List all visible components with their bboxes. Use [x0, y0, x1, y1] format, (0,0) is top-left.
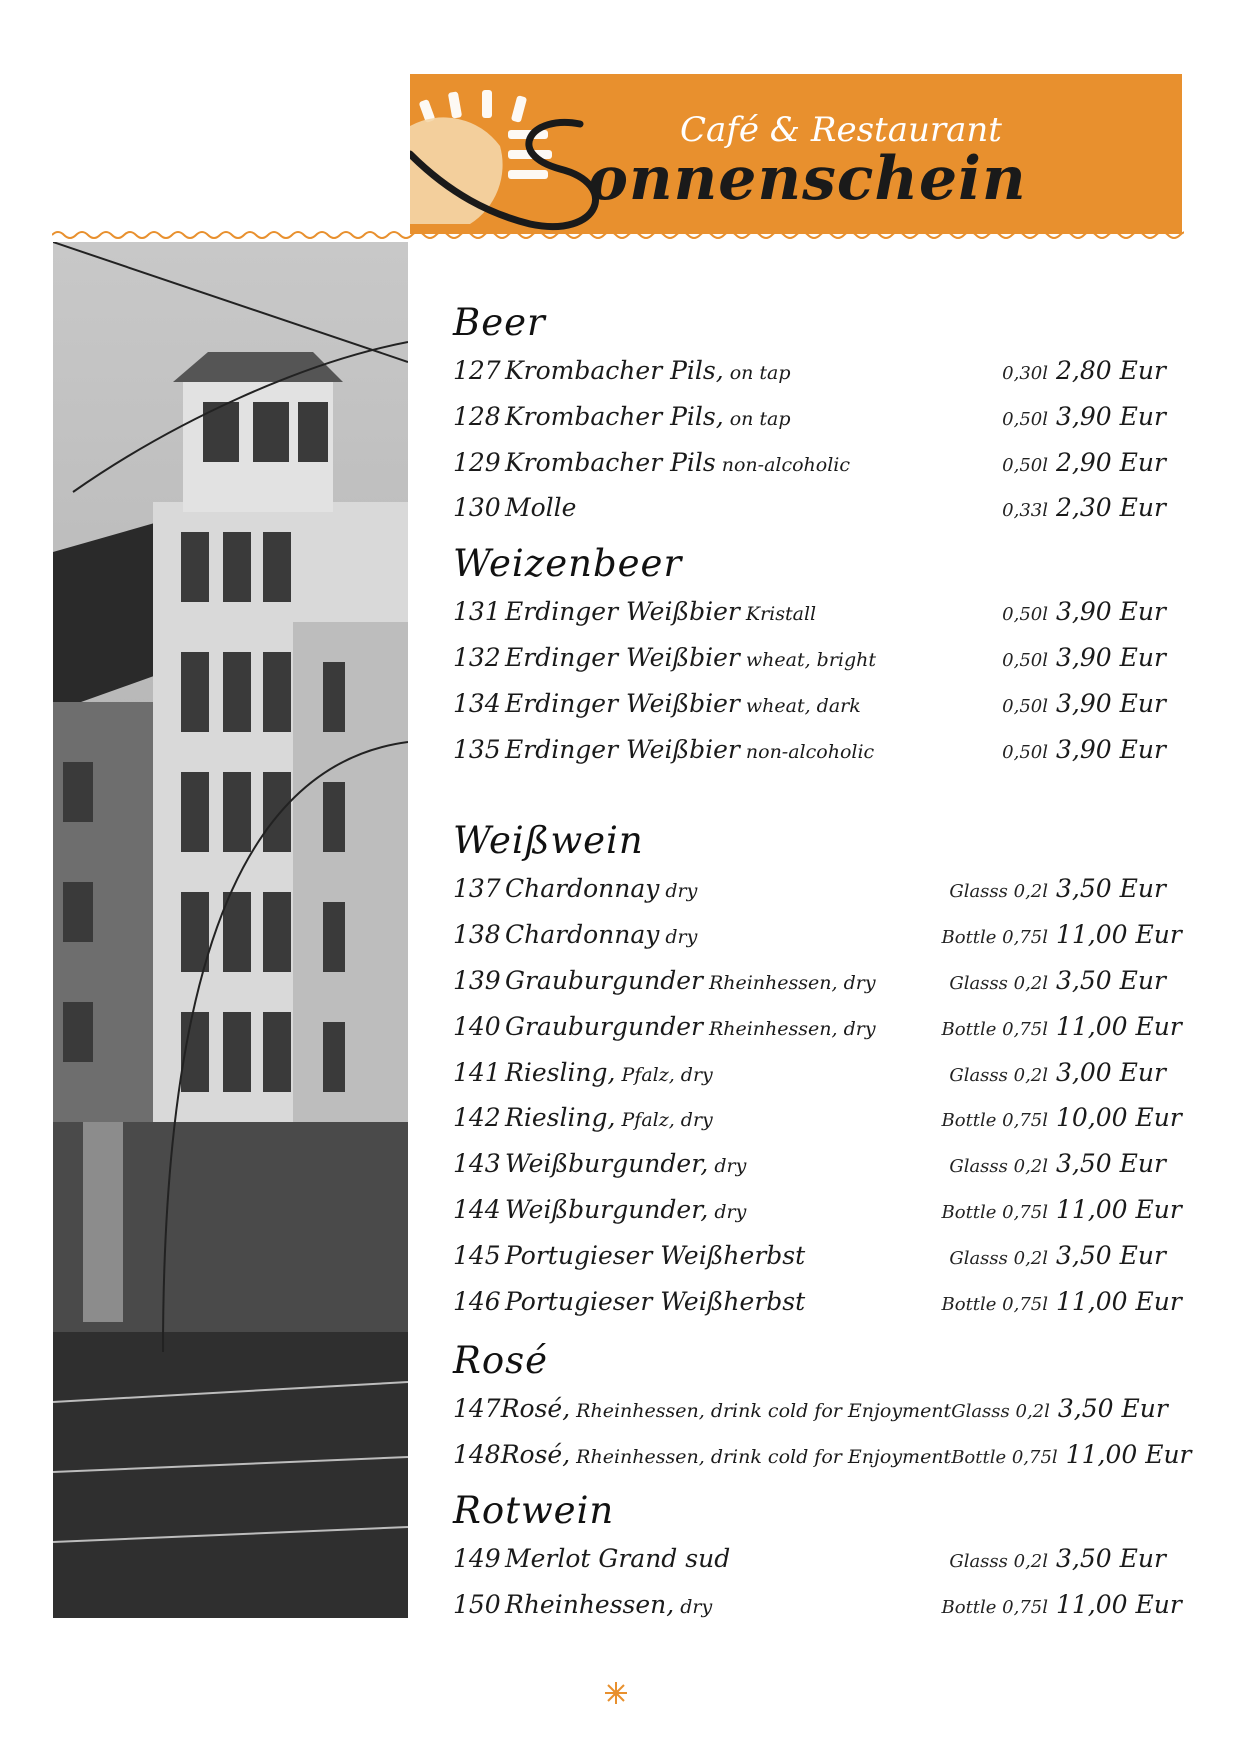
item-size: Bottle 0,75l: [941, 927, 1048, 949]
menu-item: [453, 1050, 1166, 1096]
item-description: Kristall: [745, 603, 817, 626]
item-size: Glasss 0,2l: [949, 1247, 1048, 1269]
item-description: wheat, bright: [745, 648, 877, 671]
item-name: Chardonnay: [505, 874, 660, 904]
wavy-divider: [52, 228, 1184, 242]
item-name: Portugieser Weißherbst: [505, 1240, 806, 1270]
item-name: Riesling,: [505, 1103, 616, 1133]
restaurant-subtitle: Café & Restaurant: [680, 110, 1002, 150]
item-name: Weißburgunder,: [505, 1194, 709, 1224]
menu-item: [453, 635, 1166, 681]
item-size: Bottle 0,75l: [941, 1110, 1048, 1132]
item-number: 137: [453, 874, 501, 904]
item-number: 135: [453, 734, 501, 764]
item-price: 3,90 Eur: [1056, 642, 1166, 672]
section-title: Rosé: [453, 1339, 549, 1383]
item-size: Bottle 0,75l: [941, 1293, 1048, 1315]
item-price: 3,50 Eur: [1056, 965, 1166, 995]
item-description: Rheinhessen, drink cold for Enjoyment: [576, 1446, 952, 1469]
section-title: Weißwein: [453, 819, 644, 863]
section-title: Rotwein: [453, 1488, 615, 1532]
item-name: Rheinhessen,: [505, 1589, 675, 1619]
item-number: 128: [453, 401, 501, 431]
item-number: 144: [453, 1194, 501, 1224]
item-price: 3,90 Eur: [1056, 597, 1166, 627]
item-number: 147: [453, 1394, 501, 1424]
item-description: on tap: [729, 407, 791, 430]
menu-item: [453, 866, 1166, 912]
item-name: Merlot Grand sud: [505, 1543, 731, 1573]
item-price: 2,80 Eur: [1056, 356, 1166, 385]
item-description: non-alcoholic: [745, 740, 875, 763]
item-description: dry: [714, 1200, 747, 1223]
menu-item: [453, 1386, 1168, 1432]
item-number: 150: [453, 1589, 501, 1619]
building-photo: [53, 242, 408, 1618]
restaurant-name: [560, 144, 1027, 214]
menu-item: [453, 394, 1166, 440]
item-size: Glasss 0,2l: [949, 972, 1048, 994]
menu-content: [453, 300, 1192, 1628]
item-size: Glasss 0,2l: [949, 1550, 1048, 1572]
item-number: 127: [453, 356, 501, 385]
item-description: Rheinhessen, dry: [708, 1017, 876, 1040]
menu-item: [453, 1279, 1182, 1325]
item-name: Rosé,: [500, 1394, 571, 1424]
item-size: Glasss 0,2l: [949, 1064, 1048, 1086]
item-price: 11,00 Eur: [1065, 1440, 1192, 1470]
menu-item: [453, 1233, 1166, 1279]
item-size: Bottle 0,75l: [941, 1596, 1048, 1618]
item-number: 138: [453, 920, 501, 950]
item-name: Krombacher Pils,: [505, 401, 724, 431]
item-name: Erdinger Weißbier: [505, 597, 740, 627]
item-description: Rheinhessen, dry: [708, 971, 876, 994]
item-size: Bottle 0,75l: [941, 1201, 1048, 1223]
menu-item: [453, 1187, 1182, 1233]
item-price: 3,50 Eur: [1056, 1149, 1166, 1179]
menu-item: [453, 440, 1166, 486]
item-size: 0,30l: [1002, 363, 1048, 384]
item-size: 0,50l: [1002, 408, 1048, 430]
item-name: Erdinger Weißbier: [505, 734, 740, 764]
item-number: 130: [453, 493, 501, 523]
item-number: 134: [453, 688, 501, 718]
item-price: 3,50 Eur: [1056, 1543, 1166, 1573]
menu-item: [453, 1432, 1192, 1478]
menu-item: [453, 1141, 1166, 1187]
item-size: 0,50l: [1002, 741, 1048, 763]
item-price: 11,00 Eur: [1056, 1194, 1182, 1224]
item-price: 2,90 Eur: [1056, 447, 1166, 477]
item-name: Erdinger Weißbier: [505, 642, 740, 672]
item-name: Krombacher Pils: [505, 447, 716, 477]
menu-item: [453, 485, 1166, 531]
item-name: Riesling,: [505, 1057, 616, 1087]
item-number: 139: [453, 965, 501, 995]
item-size: 0,50l: [1002, 649, 1048, 671]
item-name: Rosé,: [500, 1440, 571, 1470]
item-price: 2,30 Eur: [1056, 493, 1166, 523]
item-description: wheat, dark: [745, 694, 861, 717]
item-size: 0,50l: [1002, 454, 1048, 476]
item-size: Glasss 0,2l: [949, 881, 1048, 903]
item-name: Erdinger Weißbier: [505, 688, 740, 718]
item-size: Glasss 0,2l: [949, 1156, 1048, 1178]
item-description: dry: [665, 880, 698, 903]
item-description: non-alcoholic: [721, 453, 851, 476]
menu-item: [453, 1582, 1182, 1628]
item-description: dry: [714, 1155, 747, 1178]
item-description: dry: [665, 926, 698, 949]
item-size: 0,50l: [1002, 604, 1048, 626]
section-title: Weizenbeer: [453, 542, 683, 586]
restaurant-name-rest: onnenschein: [588, 144, 1027, 214]
item-description: Pfalz, dry: [621, 1109, 713, 1132]
menu-item: [453, 1536, 1166, 1582]
item-name: Molle: [505, 493, 577, 523]
item-price: 3,50 Eur: [1057, 1394, 1168, 1424]
item-size: Bottle 0,75l: [941, 1018, 1048, 1040]
item-number: 143: [453, 1149, 501, 1179]
item-size: 0,33l: [1002, 500, 1048, 522]
item-price: 11,00 Eur: [1056, 1011, 1182, 1041]
item-price: 3,90 Eur: [1056, 401, 1166, 431]
menu-item: [453, 727, 1166, 773]
item-price: 10,00 Eur: [1056, 1103, 1182, 1133]
menu-item: [453, 1004, 1182, 1050]
menu-item: [453, 912, 1182, 958]
item-description: Pfalz, dry: [621, 1063, 713, 1086]
item-name: Chardonnay: [505, 920, 660, 950]
item-number: 148: [453, 1440, 501, 1470]
item-description: Rheinhessen, drink cold for Enjoyment: [576, 1400, 952, 1423]
item-number: 131: [453, 597, 501, 627]
item-size: Bottle 0,75l: [951, 1447, 1058, 1469]
item-number: 129: [453, 447, 501, 477]
item-price: 3,50 Eur: [1056, 874, 1166, 904]
item-price: 3,90 Eur: [1056, 688, 1166, 718]
item-number: 132: [453, 642, 501, 672]
item-number: 142: [453, 1103, 501, 1133]
item-number: 141: [453, 1057, 501, 1087]
menu-item: [453, 958, 1166, 1004]
item-name: Weißburgunder,: [505, 1149, 709, 1179]
item-number: 140: [453, 1011, 501, 1041]
item-number: 146: [453, 1286, 501, 1316]
item-price: 3,50 Eur: [1056, 1240, 1166, 1270]
menu-item: [453, 681, 1166, 727]
section-title: Beer: [453, 301, 546, 344]
header-banner: [410, 74, 1182, 234]
item-name: Krombacher Pils,: [505, 356, 724, 385]
item-price: 3,90 Eur: [1056, 734, 1166, 764]
item-size: 0,50l: [1002, 695, 1048, 717]
item-description: on tap: [729, 362, 791, 384]
item-name: Portugieser Weißherbst: [505, 1286, 806, 1316]
item-description: dry: [680, 1595, 713, 1618]
menu-item: [453, 348, 1166, 394]
item-price: 11,00 Eur: [1056, 1589, 1182, 1619]
item-price: 11,00 Eur: [1056, 1286, 1182, 1316]
snowflake-icon: [603, 1680, 629, 1706]
item-price: 3,00 Eur: [1056, 1057, 1166, 1087]
item-name: Grauburgunder: [505, 965, 703, 995]
item-price: 11,00 Eur: [1056, 920, 1182, 950]
menu-item: [453, 1095, 1182, 1141]
menu-item: [453, 589, 1166, 635]
item-number: 145: [453, 1240, 501, 1270]
item-name: Grauburgunder: [505, 1011, 703, 1041]
item-number: 149: [453, 1543, 501, 1573]
item-size: Glasss 0,2l: [951, 1401, 1050, 1423]
